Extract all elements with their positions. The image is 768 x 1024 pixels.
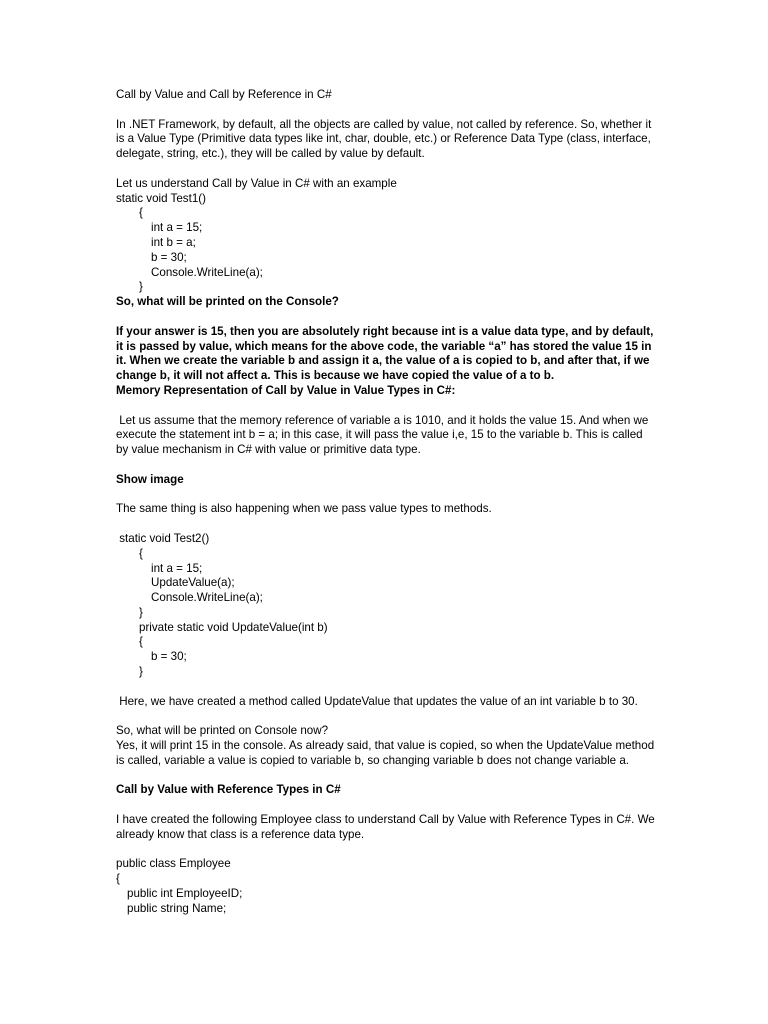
code-line: int b = a; xyxy=(151,235,196,249)
code-line: } xyxy=(139,280,143,294)
code-line: { xyxy=(139,635,143,649)
code-line: static void Test2() xyxy=(116,531,210,545)
code-line: b = 30; xyxy=(151,250,187,264)
code-block-employee xyxy=(116,857,656,916)
code-line: { xyxy=(116,872,120,886)
code-line: } xyxy=(139,665,143,679)
code-line: b = 30; xyxy=(151,650,187,664)
document-title: Call by Value and Call by Reference in C# xyxy=(116,88,332,101)
code-block-test1 xyxy=(116,192,656,296)
code-line: int a = 15; xyxy=(151,221,203,235)
intro-paragraph: In .NET Framework, by default, all the objects are called by value, not called by reference. So, whether it is a Value Type (Primitive data types like int, char, double, etc.) or Reference Data Type (class, interface, delegate, string, etc.), they will be called by value by default. xyxy=(116,117,655,161)
answer-2: Yes, it will print 15 in the console. As already said, that value is copied, so when the UpdateValue method is called, variable a value is copied to variable b, so changing variable b does not change variable a. xyxy=(116,739,658,767)
code-line: Console.WriteLine(a); xyxy=(151,591,263,605)
methods-paragraph: The same thing is also happening when we pass value types to methods. xyxy=(116,502,492,516)
code-line: public class Employee xyxy=(116,857,231,871)
code-line: private static void UpdateValue(int b) xyxy=(139,620,328,634)
code-line: } xyxy=(139,605,143,619)
code-line: public int EmployeeID; xyxy=(127,887,243,901)
example-intro: Let us understand Call by Value in C# with an example xyxy=(116,176,397,190)
code-line: static void Test1() xyxy=(116,191,206,205)
question-1: So, what will be printed on the Console? xyxy=(116,295,339,309)
memory-paragraph: Let us assume that the memory reference of variable a is 1010, and it holds the value 15. And when we execute the statement int b = a; in this case, it will pass the value i,e, 15 to the variable b. This is called by value mechanism in C# with value or primitive data type. xyxy=(116,413,652,457)
code-line: public string Name; xyxy=(127,901,227,915)
show-image-label: Show image xyxy=(116,472,184,486)
code-line: { xyxy=(139,206,143,220)
code-line: { xyxy=(139,546,143,560)
question-2: So, what will be printed on Console now? xyxy=(116,724,329,738)
document-body xyxy=(116,88,656,917)
employee-paragraph: I have created the following Employee class to understand Call by Value with Reference Types in C#. We already know that class is a reference data type. xyxy=(116,813,658,841)
memory-heading: Memory Representation of Call by Value in Value Types in C#: xyxy=(116,383,456,397)
code-line: UpdateValue(a); xyxy=(151,576,235,590)
code-line: int a = 15; xyxy=(151,561,203,575)
code-block-test2 xyxy=(116,532,656,680)
update-paragraph: Here, we have created a method called UpdateValue that updates the value of an int variable b to 30. xyxy=(116,694,638,708)
reference-types-heading: Call by Value with Reference Types in C# xyxy=(116,783,341,797)
answer-1: If your answer is 15, then you are absolutely right because int is a value data type, and by default, it is passed by value, which means for the above code, the variable “a” has stored the value 15 in it. When we create the variable b and assign it a, the value of a is copied to b, and after that, if we change b, it will not affect a. This is because we have copied the value of a to b. xyxy=(116,324,657,383)
code-line: Console.WriteLine(a); xyxy=(151,265,263,279)
